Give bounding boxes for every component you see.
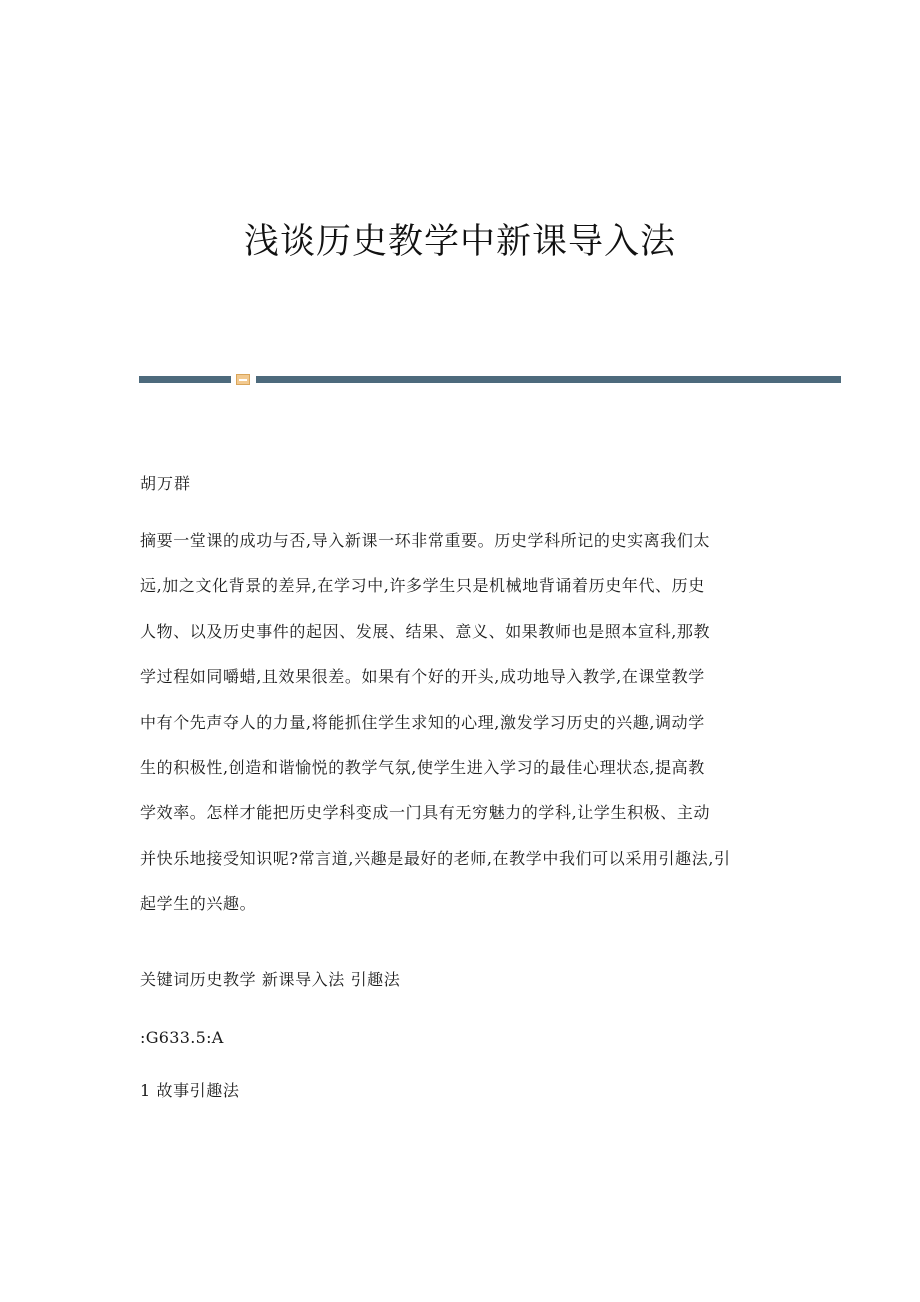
classification-code: :G633.5:A — [140, 1028, 224, 1047]
title-divider — [139, 374, 841, 386]
abstract-line: 并快乐地接受知识呢?常言道,兴趣是最好的老师,在教学中我们可以采用引趣法,引 — [140, 848, 731, 868]
section-heading: 1 故事引趣法 — [140, 1081, 240, 1100]
abstract-line: 摘要一堂课的成功与否,导入新课一环非常重要。历史学科所记的史实离我们太 — [140, 531, 711, 550]
divider-bar-left — [139, 376, 231, 383]
abstract-line: 学过程如同嚼蜡,且效果很差。如果有个好的开头,成功地导入教学,在课堂教学 — [140, 667, 705, 687]
keywords: 关键词历史教学 新课导入法 引趣法 — [140, 970, 401, 989]
abstract-line: 人物、以及历史事件的起因、发展、结果、意义、如果教师也是照本宣科,那教 — [140, 621, 711, 641]
paper-title: 浅谈历史教学中新课导入法 — [243, 222, 676, 262]
divider-bar-right — [256, 376, 841, 383]
abstract-line: 生的积极性,创造和谐愉悦的教学气氛,使学生进入学习的最佳心理状态,提高教 — [140, 757, 705, 777]
abstract-line: 学效率。怎样才能把历史学科变成一门具有无穷魅力的学科,让学生积极、主动 — [140, 803, 711, 823]
divider-mark-icon — [236, 374, 250, 385]
abstract-line: 起学生的兴趣。 — [140, 894, 257, 914]
abstract-line: 中有个先声夺人的力量,将能抓住学生求知的心理,激发学习历史的兴趣,调动学 — [140, 712, 705, 732]
author-name: 胡万群 — [140, 474, 192, 493]
abstract — [140, 526, 820, 935]
abstract-line: 远,加之文化背景的差异,在学习中,许多学生只是机械地背诵着历史年代、历史 — [140, 576, 705, 596]
